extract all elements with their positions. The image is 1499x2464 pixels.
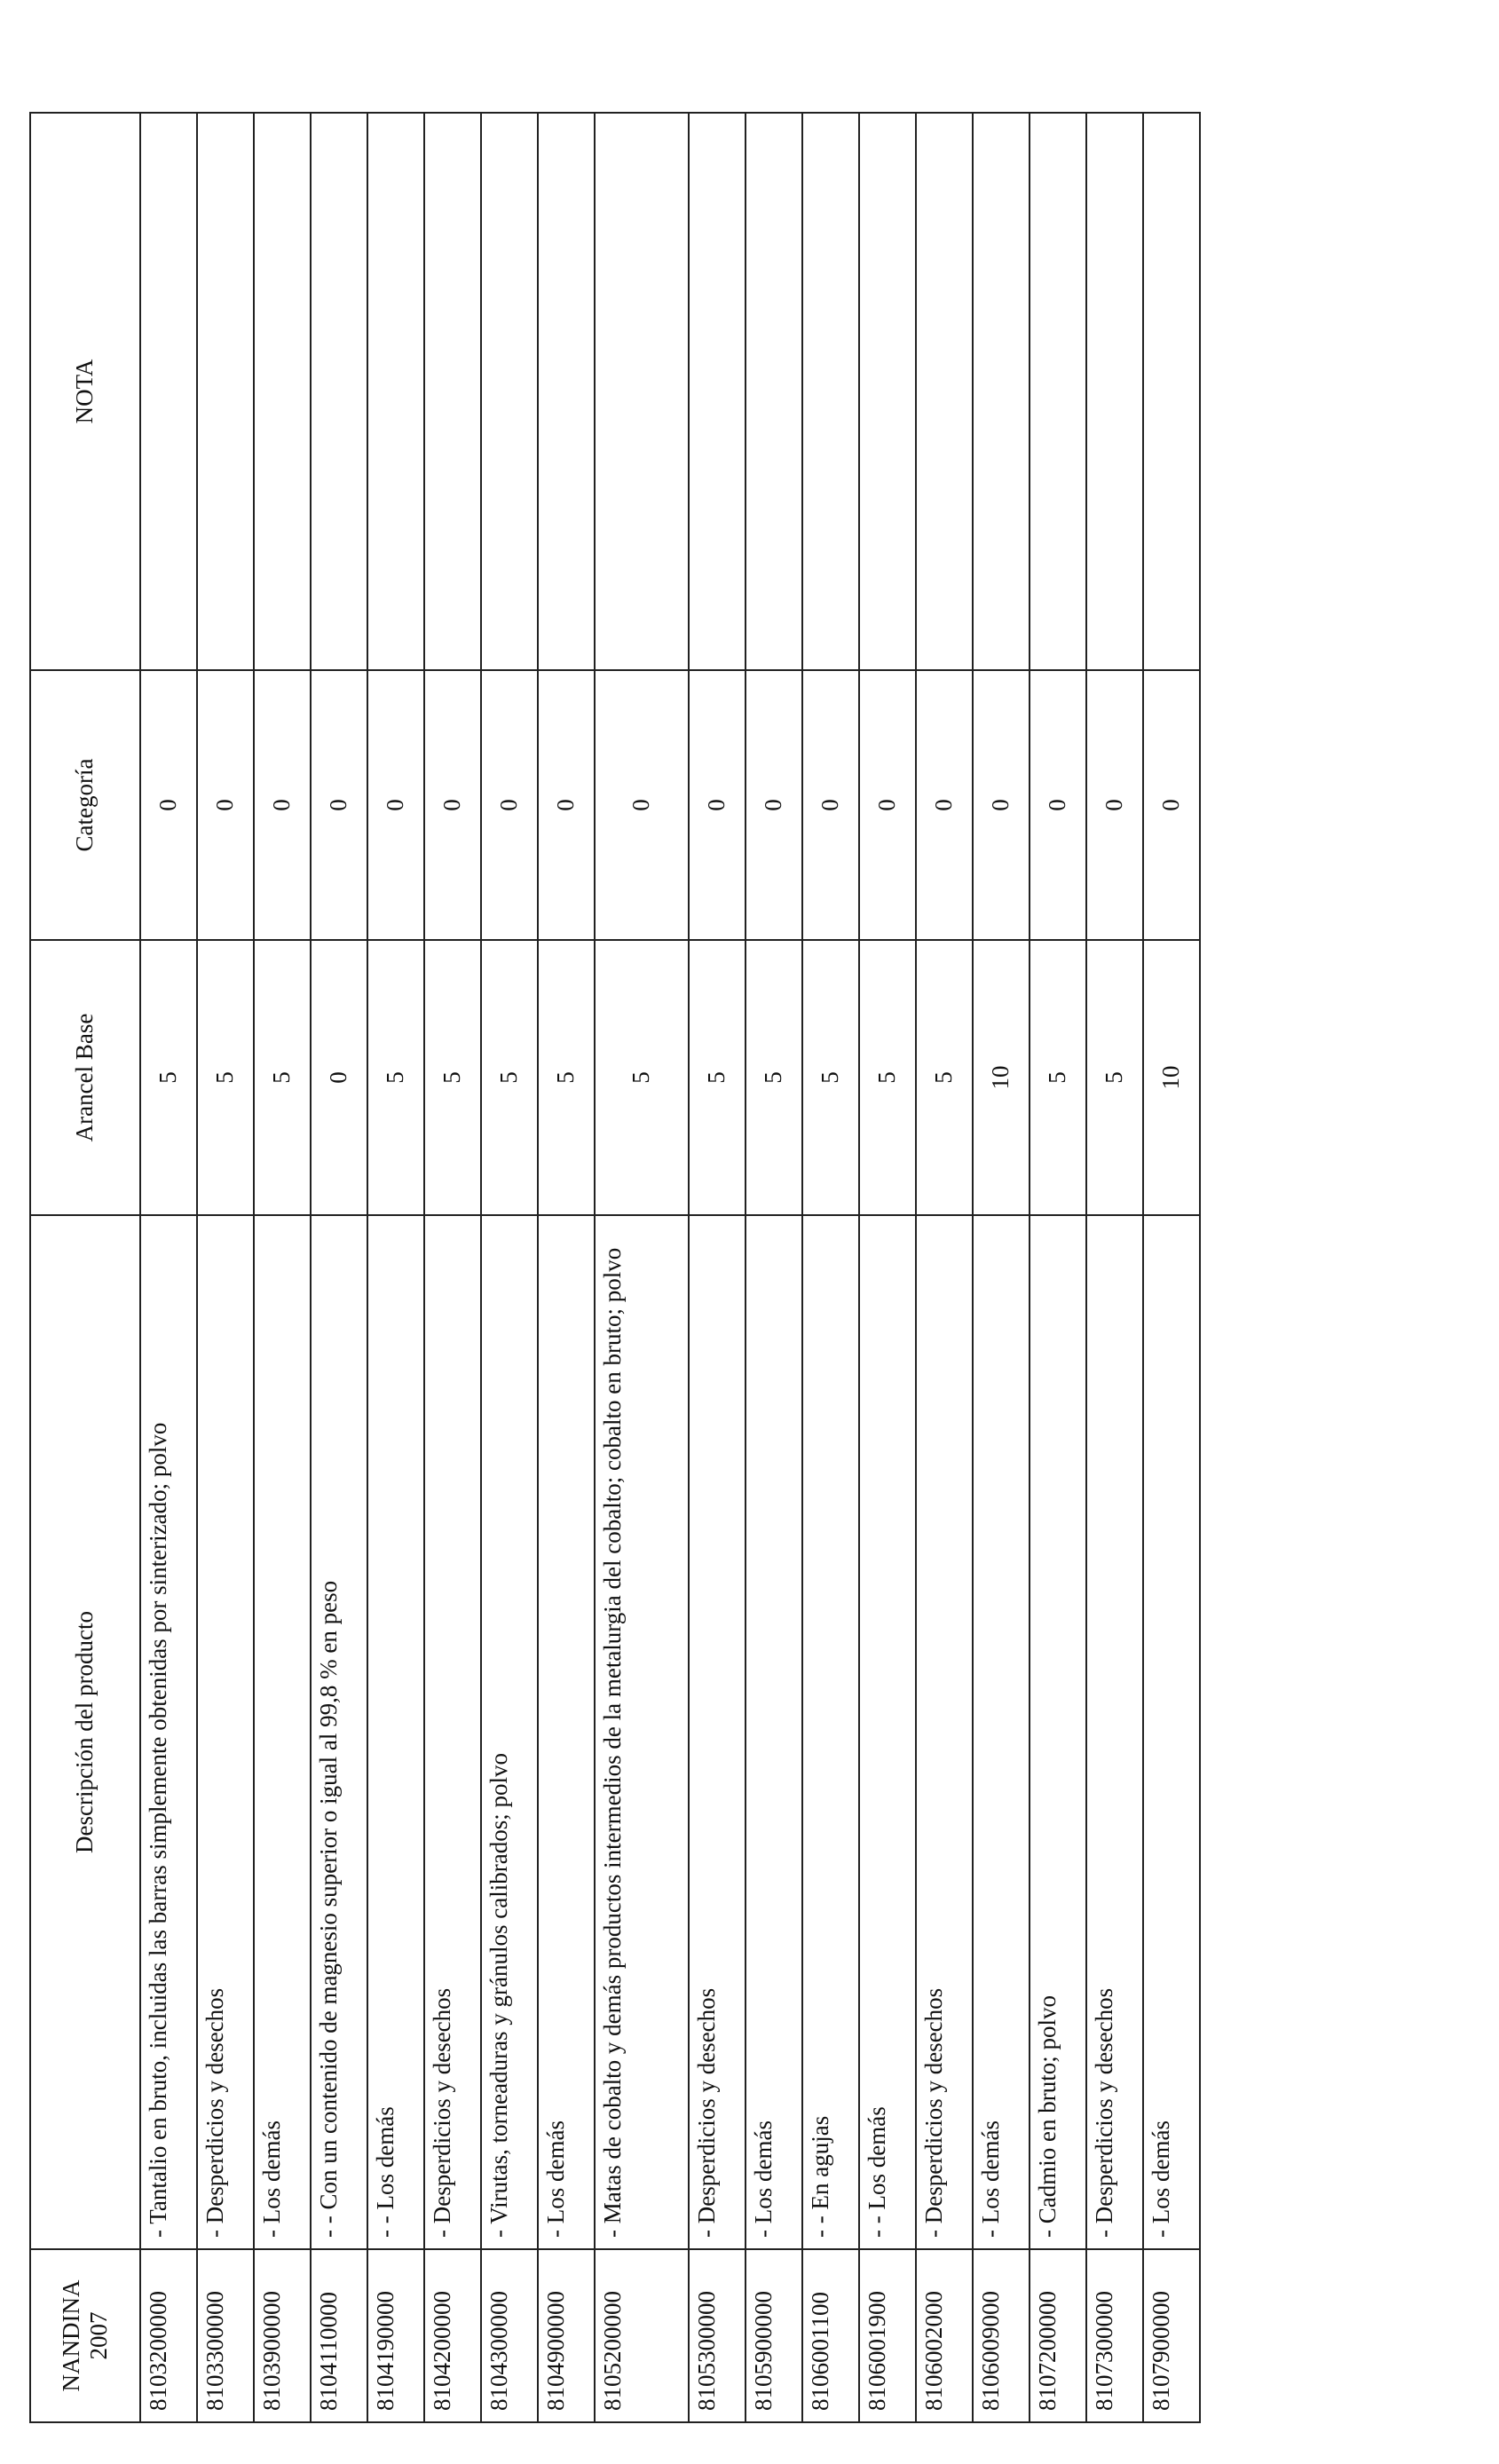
- cell-code: 8107200000: [1030, 2249, 1086, 2422]
- cell-note: [254, 113, 311, 670]
- cell-category: 0: [1030, 670, 1086, 940]
- cell-note: [481, 113, 538, 670]
- table-row: [140, 113, 197, 2422]
- cell-category: 0: [1086, 670, 1143, 940]
- cell-code: 8105200000: [595, 2249, 689, 2422]
- cell-note: [1086, 113, 1143, 670]
- cell-code: 8103300000: [197, 2249, 254, 2422]
- cell-category: 0: [538, 670, 595, 940]
- cell-base-rate: 5: [1086, 940, 1143, 1215]
- cell-base-rate: 5: [1030, 940, 1086, 1215]
- cell-description: - Cadmio en bruto; polvo: [1030, 1215, 1086, 2249]
- cell-description: - Los demás: [746, 1215, 802, 2249]
- table-row: [197, 113, 254, 2422]
- cell-description: - - En agujas: [802, 1215, 859, 2249]
- cell-category: 0: [1143, 670, 1200, 940]
- cell-base-rate: 5: [595, 940, 689, 1215]
- table-row: [311, 113, 367, 2422]
- cell-base-rate: 5: [197, 940, 254, 1215]
- table-header-row: [30, 113, 140, 2422]
- table-row: [254, 113, 311, 2422]
- cell-code: 8105900000: [746, 2249, 802, 2422]
- cell-category: 0: [746, 670, 802, 940]
- cell-category: 0: [973, 670, 1030, 940]
- cell-base-rate: 0: [311, 940, 367, 1215]
- cell-description: - - Con un contenido de magnesio superior o igual al 99,8 % en peso: [311, 1215, 367, 2249]
- cell-code: 8106002000: [916, 2249, 973, 2422]
- header-note: NOTA: [30, 113, 140, 670]
- cell-note: [689, 113, 746, 670]
- cell-description: - Matas de cobalto y demás productos intermedios de la metalurgia del cobalto; cobalto en bruto; polvo: [595, 1215, 689, 2249]
- cell-category: 0: [595, 670, 689, 940]
- cell-description: - Los demás: [254, 1215, 311, 2249]
- table-row: [802, 113, 859, 2422]
- header-description: Descripción del producto: [30, 1215, 140, 2249]
- cell-code: 8104190000: [367, 2249, 424, 2422]
- cell-base-rate: 5: [802, 940, 859, 1215]
- header-nandina: NANDINA 2007: [30, 2249, 140, 2422]
- cell-code: 8106001900: [859, 2249, 916, 2422]
- cell-base-rate: 5: [254, 940, 311, 1215]
- cell-category: 0: [424, 670, 481, 940]
- cell-category: 0: [916, 670, 973, 940]
- cell-note: [746, 113, 802, 670]
- cell-code: 8107900000: [1143, 2249, 1200, 2422]
- rotated-page-content: [29, 114, 1192, 2423]
- cell-code: 8107300000: [1086, 2249, 1143, 2422]
- cell-note: [859, 113, 916, 670]
- cell-category: 0: [140, 670, 197, 940]
- cell-code: 8105300000: [689, 2249, 746, 2422]
- cell-code: 8103900000: [254, 2249, 311, 2422]
- cell-code: 8103200000: [140, 2249, 197, 2422]
- table-row: [595, 113, 689, 2422]
- cell-description: - Los demás: [973, 1215, 1030, 2249]
- cell-category: 0: [689, 670, 746, 940]
- cell-base-rate: 5: [367, 940, 424, 1215]
- cell-description: - Tantalio en bruto, incluidas las barras simplemente obtenidas por sinterizado; polvo: [140, 1215, 197, 2249]
- cell-description: - Desperdicios y desechos: [1086, 1215, 1143, 2249]
- cell-base-rate: 5: [538, 940, 595, 1215]
- cell-code: 8104200000: [424, 2249, 481, 2422]
- cell-description: - - Los demás: [367, 1215, 424, 2249]
- cell-note: [595, 113, 689, 670]
- cell-base-rate: 5: [859, 940, 916, 1215]
- cell-description: - Desperdicios y desechos: [689, 1215, 746, 2249]
- cell-category: 0: [802, 670, 859, 940]
- cell-base-rate: 5: [140, 940, 197, 1215]
- cell-code: 8104900000: [538, 2249, 595, 2422]
- cell-code: 8106001100: [802, 2249, 859, 2422]
- cell-description: - Los demás: [1143, 1215, 1200, 2249]
- cell-note: [367, 113, 424, 670]
- table-row: [973, 113, 1030, 2422]
- cell-base-rate: 5: [689, 940, 746, 1215]
- cell-base-rate: 5: [424, 940, 481, 1215]
- table-row: [859, 113, 916, 2422]
- cell-description: - - Los demás: [859, 1215, 916, 2249]
- cell-code: 8104110000: [311, 2249, 367, 2422]
- table-row: [1143, 113, 1200, 2422]
- cell-base-rate: 5: [746, 940, 802, 1215]
- header-base-rate: Arancel Base: [30, 940, 140, 1215]
- cell-category: 0: [481, 670, 538, 940]
- cell-note: [424, 113, 481, 670]
- cell-code: 8104300000: [481, 2249, 538, 2422]
- cell-note: [197, 113, 254, 670]
- cell-base-rate: 5: [481, 940, 538, 1215]
- cell-category: 0: [859, 670, 916, 940]
- cell-description: - Desperdicios y desechos: [916, 1215, 973, 2249]
- cell-note: [1030, 113, 1086, 670]
- cell-base-rate: 5: [916, 940, 973, 1215]
- table-row: [367, 113, 424, 2422]
- cell-note: [916, 113, 973, 670]
- table-row: [538, 113, 595, 2422]
- cell-note: [802, 113, 859, 670]
- cell-category: 0: [254, 670, 311, 940]
- cell-base-rate: 10: [973, 940, 1030, 1215]
- cell-category: 0: [367, 670, 424, 940]
- cell-category: 0: [197, 670, 254, 940]
- table-row: [1030, 113, 1086, 2422]
- cell-note: [311, 113, 367, 670]
- table-row: [424, 113, 481, 2422]
- table-row: [746, 113, 802, 2422]
- table-row: [689, 113, 746, 2422]
- tariff-table: [29, 112, 1201, 2423]
- cell-base-rate: 10: [1143, 940, 1200, 1215]
- cell-description: - Virutas, torneaduras y gránulos calibrados; polvo: [481, 1215, 538, 2249]
- table-row: [1086, 113, 1143, 2422]
- cell-note: [973, 113, 1030, 670]
- table-row: [481, 113, 538, 2422]
- cell-note: [140, 113, 197, 670]
- cell-code: 8106009000: [973, 2249, 1030, 2422]
- header-category: Categoría: [30, 670, 140, 940]
- table-row: [916, 113, 973, 2422]
- cell-note: [1143, 113, 1200, 670]
- cell-category: 0: [311, 670, 367, 940]
- cell-description: - Desperdicios y desechos: [424, 1215, 481, 2249]
- cell-description: - Los demás: [538, 1215, 595, 2249]
- cell-description: - Desperdicios y desechos: [197, 1215, 254, 2249]
- cell-note: [538, 113, 595, 670]
